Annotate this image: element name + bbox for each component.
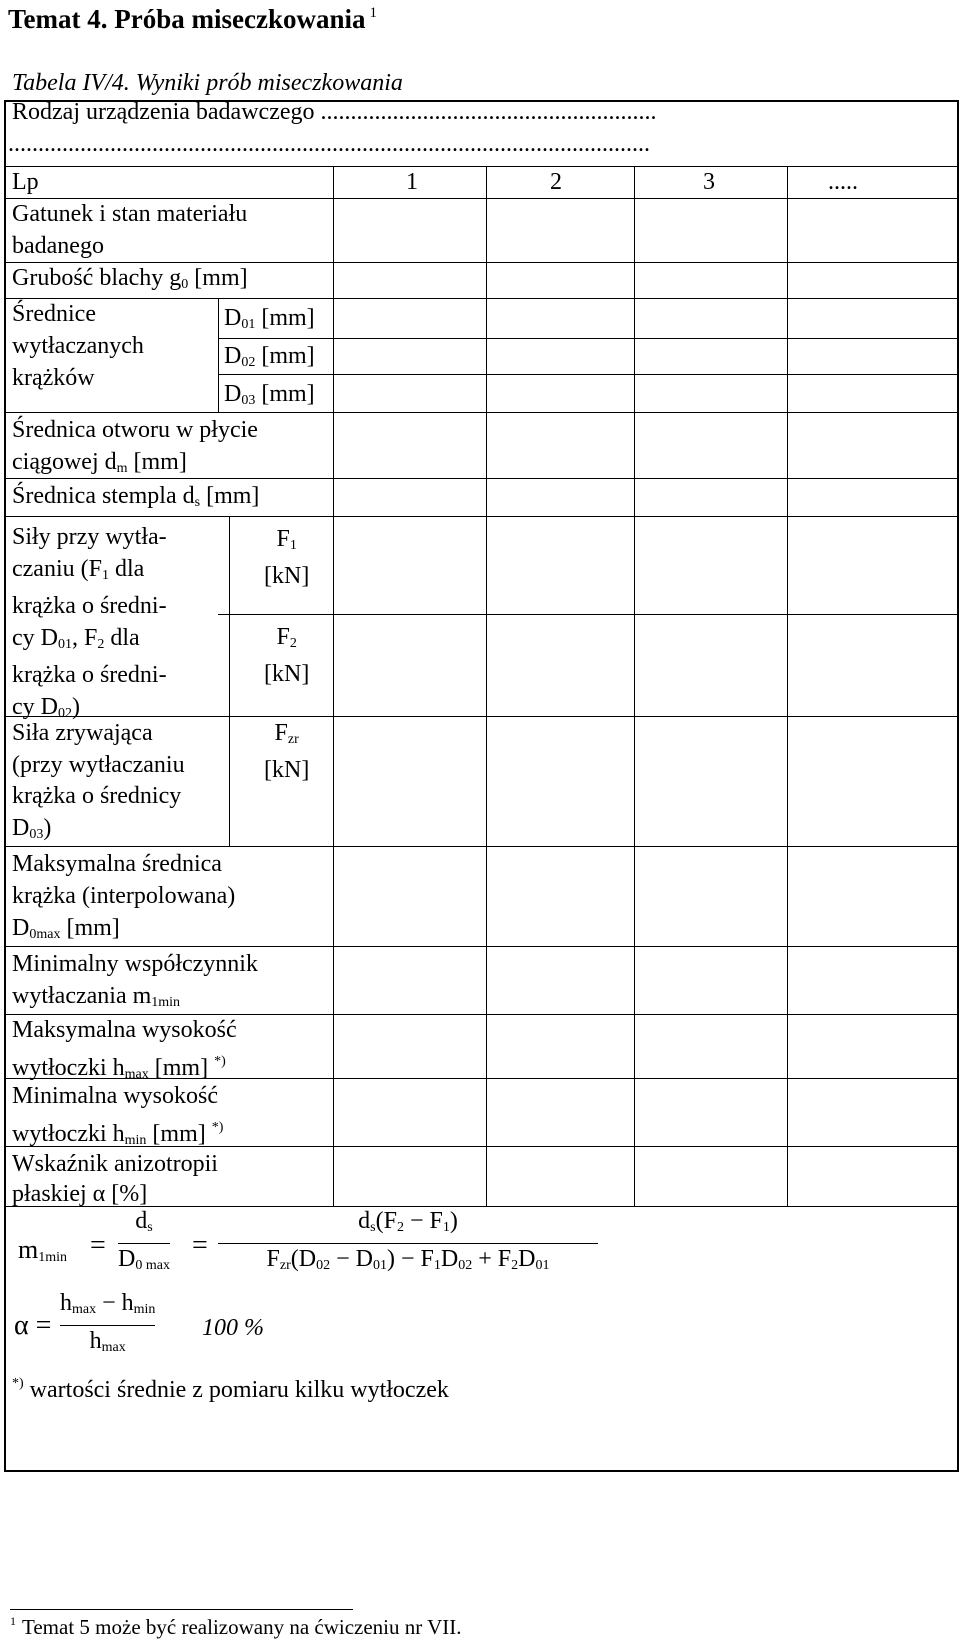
averages-note: *) wartości średnie z pomiaru kilku wytłoczek (12, 1376, 449, 1403)
row-fzr: $F_{zr}$ [kN] (264, 720, 310, 783)
col-lp: Lp (12, 169, 39, 195)
col-line (787, 166, 788, 1206)
row-line (218, 374, 957, 375)
formula-m-lhs: $m_{1min}$ (18, 1235, 68, 1265)
col-2: 2 (550, 169, 562, 195)
col-line (333, 166, 334, 1206)
col-more: ..... (828, 169, 858, 195)
formula-eq-2: = (192, 1230, 208, 1261)
row-d01: $D_{01}$ [mm] (224, 305, 315, 332)
row-f2: $F_2$ [kN] (264, 624, 310, 687)
row-diameters-group: Średnice wytłaczanych krążków (12, 301, 144, 391)
row-aniso-1: Wskaźnik anizotropii (12, 1151, 218, 1177)
page-title: Temat 4. Próba miseczkowania $^1$ (8, 4, 377, 34)
row-mmin-2: wytłaczania $m_{1min}$ (12, 983, 181, 1010)
formula-alpha-tail: 100 % (202, 1315, 264, 1341)
footnote-rule (10, 1609, 353, 1610)
formula-frac-1: $d_s$ $D_{0 max}$ (118, 1208, 170, 1273)
row-line (6, 946, 957, 947)
row-dmax-3: $D_{0max}$ [mm] (12, 915, 120, 942)
row-hmax-2: wytłoczki $h_{max}$ [mm] *) (12, 1054, 226, 1082)
row-line (218, 614, 957, 615)
row-forces: Siły przy wytła- czaniu ($F_1$ dla krążka o średni- cy $D_{01}$, $F_2$ dla krążka o średni- cy $D_{02}$) (12, 524, 167, 721)
row-line (6, 166, 957, 167)
row-f1: $F_1$ [kN] (264, 526, 310, 589)
device-label: Rodzaj urządzenia badawczego ........................................................ (12, 99, 657, 125)
formula-frac-alpha: $h_{max} - h_{min}$ $h_{max}$ (60, 1290, 156, 1355)
row-dmax-1: Maksymalna średnica (12, 851, 222, 877)
col-3: 3 (703, 169, 715, 195)
row-hmin-2: wytłoczki $h_{min}$ [mm] *) (12, 1120, 224, 1148)
row-breaking: Siła zrywająca (przy wytłaczaniu krążka o średnicy $D_{03}$) (12, 720, 185, 842)
row-line (6, 412, 957, 413)
row-dmax-2: krążka (interpolowana) (12, 883, 236, 909)
device-dots: ........................................................................................................... (8, 131, 650, 157)
results-table (4, 100, 959, 1472)
row-mmin-1: Minimalny współczynnik (12, 951, 258, 977)
row-d02: $D_{02}$ [mm] (224, 343, 315, 370)
row-line (218, 338, 957, 339)
row-d03: $D_{03}$ [mm] (224, 381, 315, 408)
col-line (229, 516, 230, 846)
formula-frac-2: $d_s(F_2 - F_1)$ $F_{zr}(D_{02} - D_{01}) - F_1D_{02} + F_2D_{01}$ (218, 1206, 598, 1281)
col-line (218, 298, 219, 412)
row-die-hole-1: Średnica otworu w płycie (12, 417, 258, 443)
row-hmax-1: Maksymalna wysokość (12, 1017, 237, 1043)
table-caption: Tabela IV/4. Wyniki prób miseczkowania (12, 70, 403, 96)
formula-alpha-lhs: α = (14, 1310, 52, 1341)
row-die-hole-2: ciągowej $d_m$ [mm] (12, 449, 187, 476)
row-material: Gatunek i stan materiału badanego (12, 201, 248, 259)
col-1: 1 (406, 169, 418, 195)
formula-eq-1: = (90, 1230, 106, 1261)
row-hmin-1: Minimalna wysokość (12, 1083, 218, 1109)
row-punch: Średnica stempla $d_s$ [mm] (12, 483, 260, 510)
footnote-ref: 1 (369, 5, 377, 21)
col-line (634, 166, 635, 1206)
row-aniso-2: płaskiej α [%] (12, 1181, 148, 1207)
col-line (486, 166, 487, 1206)
footnote: $^1$ Temat 5 może być realizowany na ćwiczeniu nr VII. (10, 1614, 462, 1639)
row-thickness: Grubość blachy $g_0$ [mm] (12, 265, 248, 292)
